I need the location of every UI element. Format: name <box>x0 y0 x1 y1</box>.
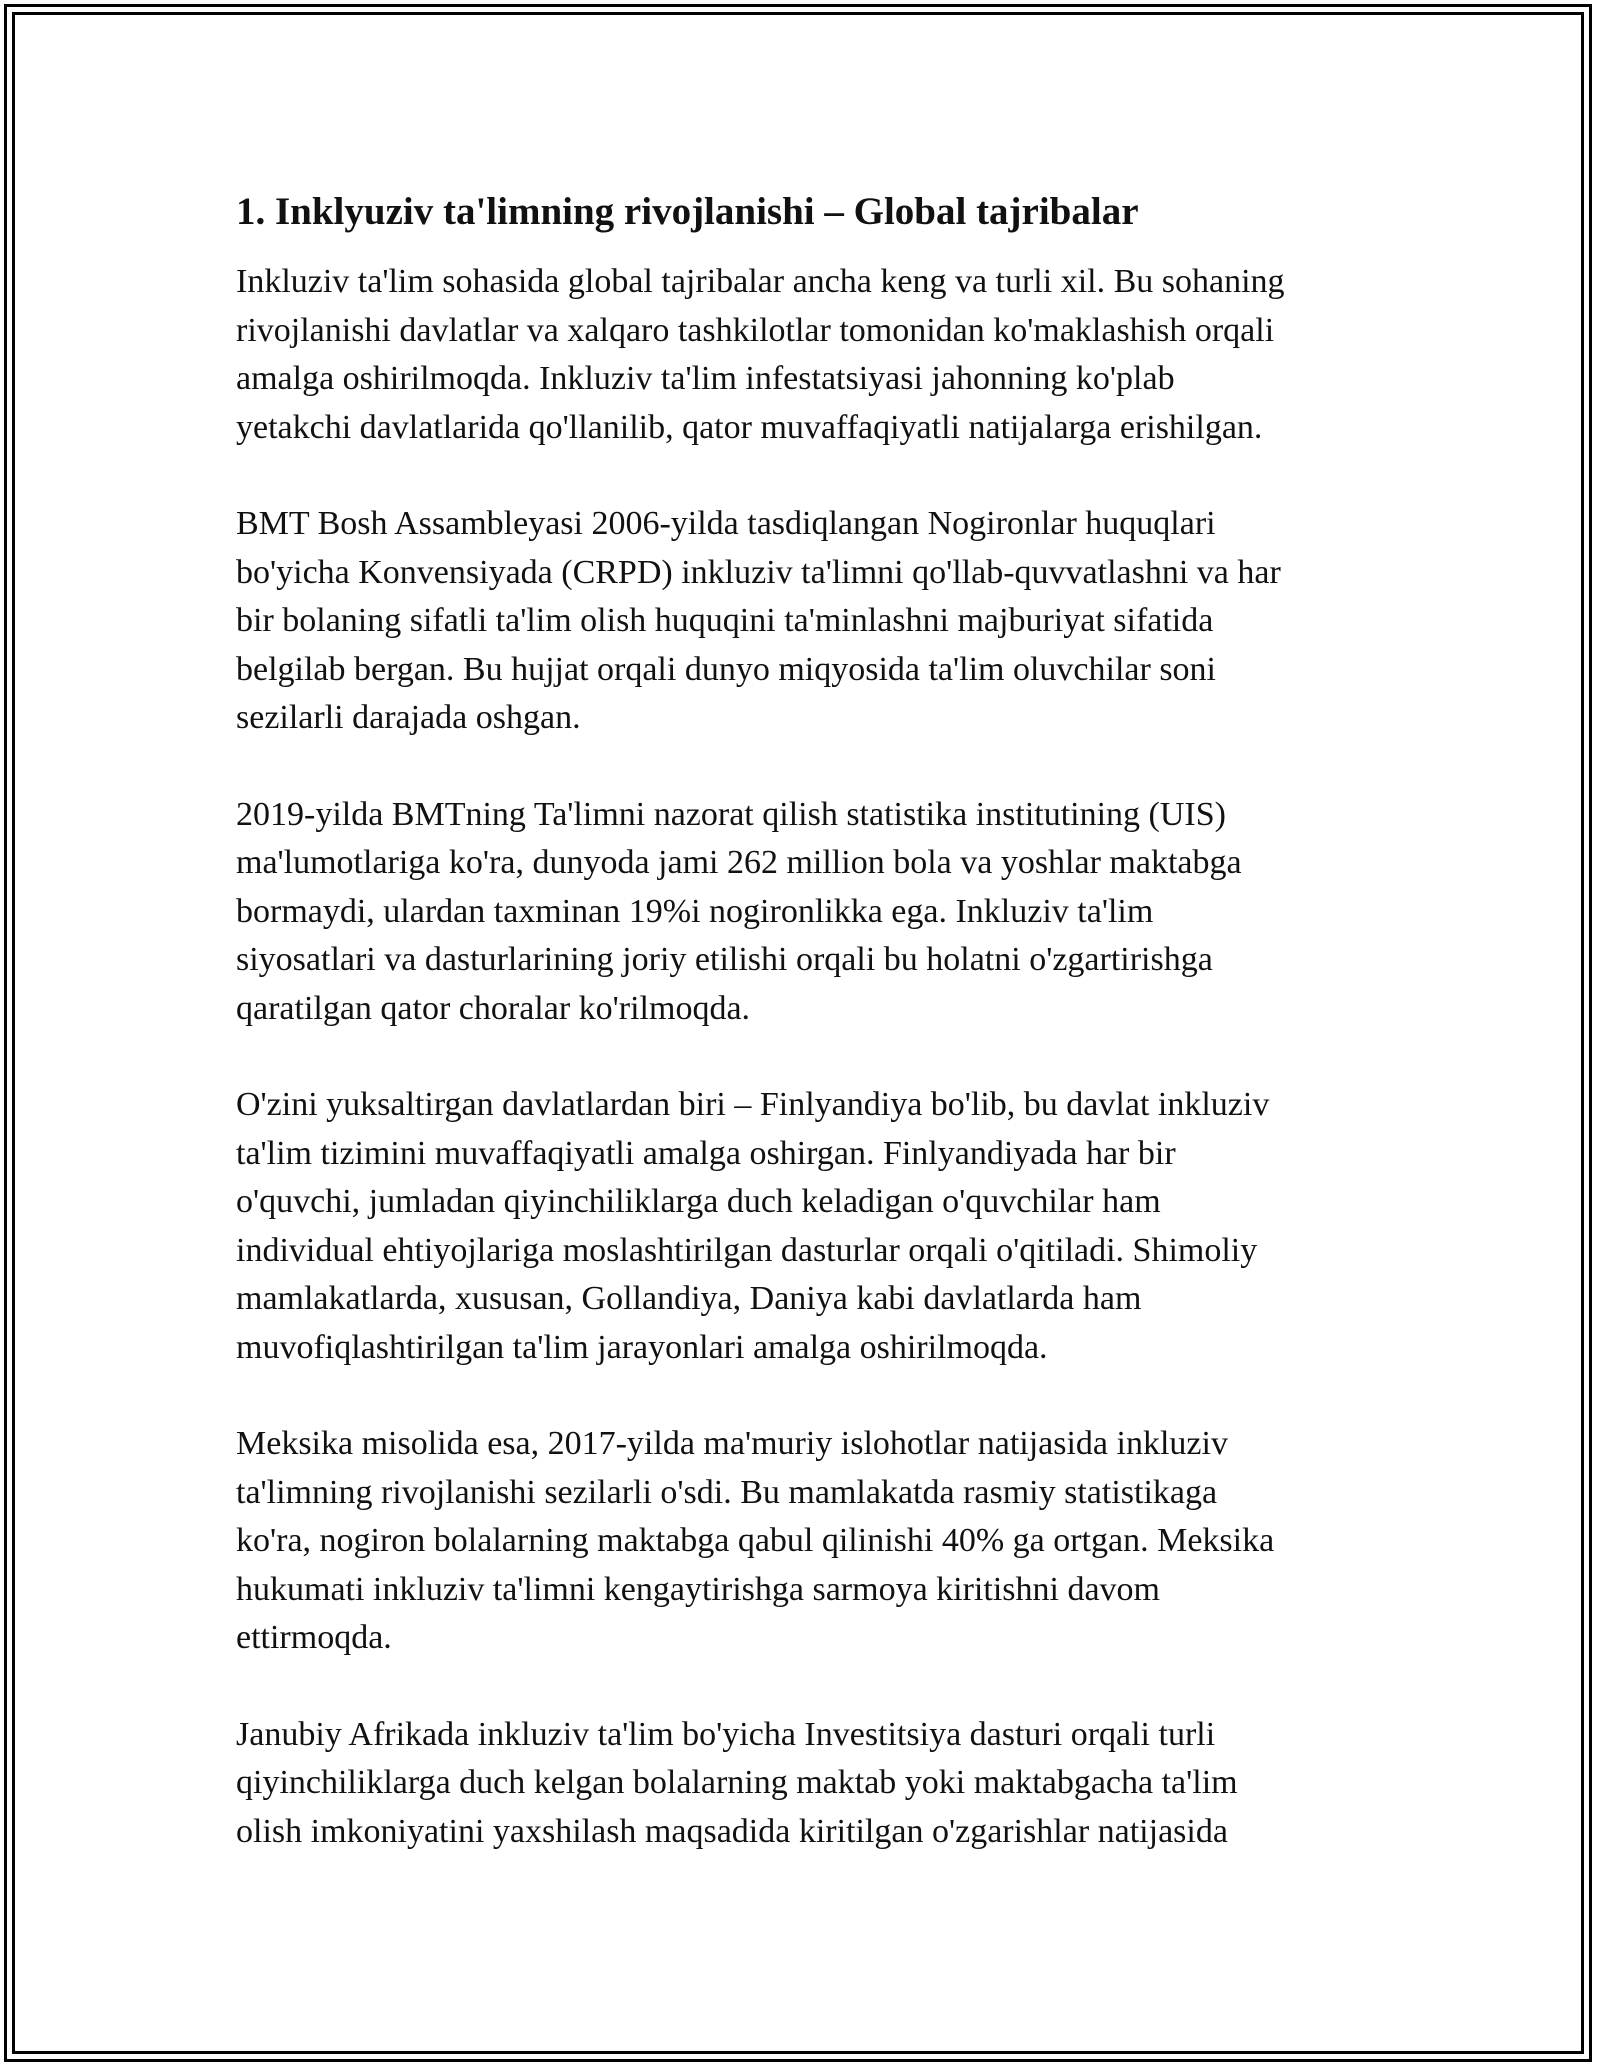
paragraph-line: yetakchi davlatlarida qo'llanilib, qator muvaffaqiyatli natijalarga erishilgan. <box>236 408 1263 446</box>
paragraph-line: bormaydi, ulardan taxminan 19%i nogironlikka ega. Inkluziv ta'lim <box>236 892 1154 930</box>
paragraph-2 <box>236 500 1386 743</box>
paragraph-line: sezilarli darajada oshgan. <box>236 699 581 736</box>
paragraph-line: Inkluziv ta'lim sohasida global tajribalar ancha keng va turli xil. Bu sohaning <box>236 263 1285 300</box>
paragraph-line: belgilab bergan. Bu hujjat orqali dunyo miqyosida ta'lim oluvchilar soni <box>236 650 1217 688</box>
paragraph-line: ma'lumotlariga ko'ra, dunyoda jami 262 million bola va yoshlar maktabga <box>236 844 1242 881</box>
paragraph-line: rivojlanishi davlatlar va xalqaro tashkilotlar tomonidan ko'maklashish orqali <box>236 311 1275 349</box>
paragraph-line: muvofiqlashtirilgan ta'lim jarayonlari amalga oshirilmoqda. <box>236 1328 1048 1366</box>
paragraph-3 <box>236 791 1386 1034</box>
paragraph-line: ettirmoqda. <box>236 1619 392 1656</box>
paragraph-line: ko'ra, nogiron bolalarning maktabga qabul qilinishi 40% ga ortgan. Meksika <box>236 1522 1275 1559</box>
paragraph-line: olish imkoniyatini yaxshilash maqsadida kiritilgan o'zgarishlar natijasida <box>236 1812 1228 1850</box>
paragraph-4 <box>236 1081 1386 1372</box>
paragraph-line: BMT Bosh Assambleyasi 2006-yilda tasdiqlangan Nogironlar huquqlari <box>236 505 1216 542</box>
paragraph-5 <box>236 1420 1386 1663</box>
paragraph-line: bir bolaning sifatli ta'lim olish huquqini ta'minlashni majburiyat sifatida <box>236 602 1214 639</box>
paragraph-line: siyosatlari va dasturlarining joriy etilishi orqali bu holatni o'zgartirishga <box>236 941 1213 978</box>
paragraph-line: Janubiy Afrikada inkluziv ta'lim bo'yicha Investitsiya dasturi orqali turli <box>236 1715 1216 1753</box>
paragraph-line: amalga oshirilmoqda. Inkluziv ta'lim infestatsiyasi jahonning ko'plab <box>236 360 1175 397</box>
paragraph-line: qiyinchiliklarga duch kelgan bolalarning maktab yoki maktabgacha ta'lim <box>236 1764 1238 1801</box>
paragraph-line: qaratilgan qator choralar ko'rilmoqda. <box>236 989 751 1027</box>
section-heading: 1. Inklyuziv ta'limning rivojlanishi – Global tajribalar <box>236 190 1139 233</box>
paragraph-line: 2019-yilda BMTning Ta'limni nazorat qilish statistika institutining (UIS) <box>236 795 1226 833</box>
paragraph-line: Meksika misolida esa, 2017-yilda ma'muriy islohotlar natijasida inkluziv <box>236 1425 1228 1462</box>
paragraph-line: hukumati inkluziv ta'limni kengaytirishga sarmoya kiritishni davom <box>236 1570 1160 1608</box>
paragraph-line: mamlakatlarda, xususan, Gollandiya, Daniya kabi davlatlarda ham <box>236 1280 1142 1317</box>
paragraph-line: bo'yicha Konvensiyada (CRPD) inkluziv ta'limni qo'llab-quvvatlashni va har <box>236 553 1281 591</box>
document-body <box>236 186 1386 1904</box>
paragraph-line: O'zini yuksaltirgan davlatlardan biri – Finlyandiya bo'lib, bu davlat inkluziv <box>236 1086 1270 1123</box>
paragraph-1 <box>236 258 1386 452</box>
paragraph-line: individual ehtiyojlariga moslashtirilgan dasturlar orqali o'qitiladi. Shimoliy <box>236 1231 1258 1269</box>
paragraph-line: ta'lim tizimini muvaffaqiyatli amalga oshirgan. Finlyandiyada har bir <box>236 1134 1176 1172</box>
paragraph-line: ta'limning rivojlanishi sezilarli o'sdi. Bu mamlakatda rasmiy statistikaga <box>236 1473 1218 1511</box>
paragraph-6 <box>236 1711 1386 1857</box>
paragraph-line: o'quvchi, jumladan qiyinchiliklarga duch keladigan o'quvchilar ham <box>236 1183 1161 1220</box>
